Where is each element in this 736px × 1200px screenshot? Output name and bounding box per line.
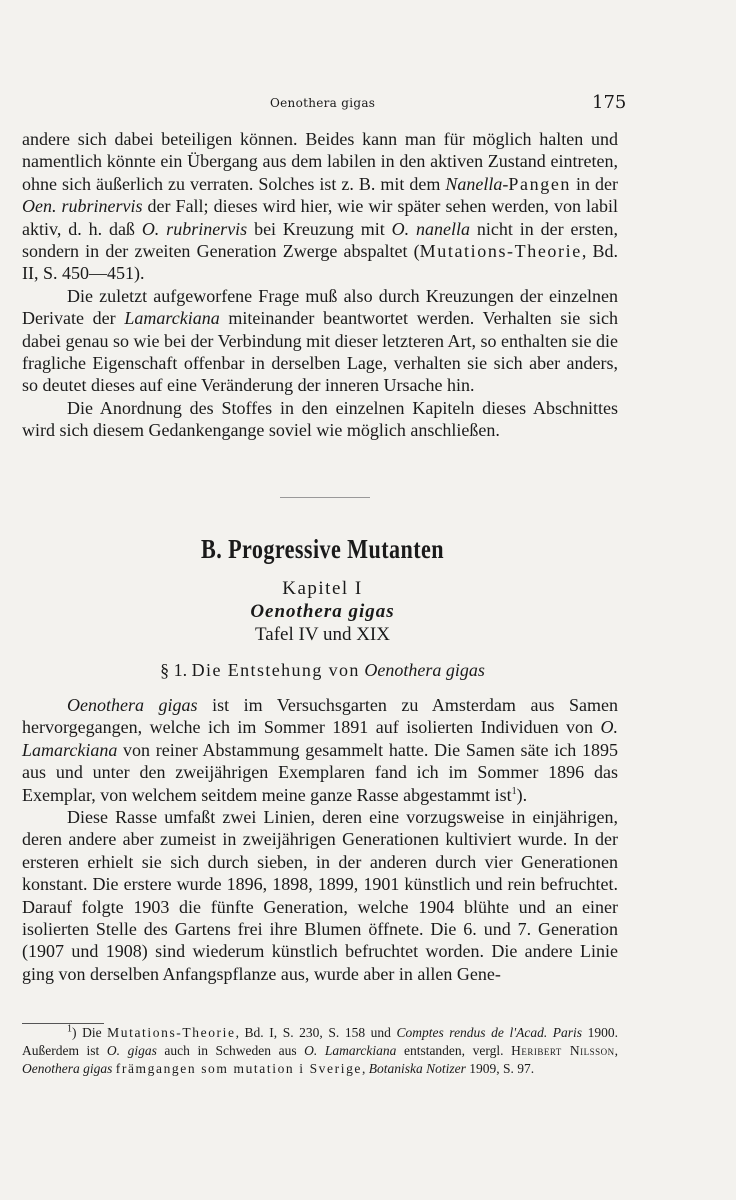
footnote-mark: 1 — [67, 1023, 72, 1035]
body-text-bottom — [22, 694, 618, 985]
section-title: B. Progressive Mutanten — [201, 534, 444, 564]
body-text-top — [22, 128, 618, 442]
chapter-plates: Tafel IV und XIX — [255, 624, 390, 645]
paragraph-heading: § 1. Die Entstehung von Oenothera gigas — [160, 660, 485, 680]
paragraph-4: Oenothera gigas ist im Versuchsgarten zu Amsterdam aus Samen hervorgegangen, welche ich im Sommer 1891 auf isolierten Individuen von O. Lamarckiana von reiner Abstammung gesammelt hatte. Die Samen säte ich 1895 aus und unter den zweijährigen Exemplaren fand ich im Sommer 1896 das Exemplar, von welchem seitdem meine ganze Rasse abgestammt ist$^1$). — [22, 695, 618, 805]
paragraph-3: Die Anordnung des Stoffes in den einzelnen Kapiteln dieses Abschnittes wird sich diesem Gedankengange soviel wie möglich anschließen. — [22, 397, 618, 441]
section-divider — [280, 497, 370, 498]
footnote: $^1$) Die Mutations-Theorie, Bd. I, S. 230, S. 158 und Comptes rendus de l'Acad. Paris 1900. Außerdem ist O. gigas auch in Schweden aus O. Lamarckiana entstanden, vergl. Heribert Nilsson, Oenothera gigas främgangen som mutation i Sverige, Botaniska Notizer 1909, S. 97. — [22, 1023, 618, 1076]
paragraph-1: andere sich dabei beteiligen können. Beides kann man für möglich halten und namentlich könnte ein Übergang aus dem labilen in den aktiven Zustand eintreten, ohne sich äußerlich zu verraten. Solches ist z. B. mit dem Nanella-Pangen in der Oen. rubrinervis der Fall; dieses wird hier, wie wir später sehen werden, von labil aktiv, d. h. daß O. rubrinervis bei Kreuzung mit O. nanella nicht in der ersten, sondern in der zweiten Generation Zwerge abspaltet (Mutations-Theorie, Bd. II, S. 450—451). — [22, 129, 619, 284]
paragraph-5: Diese Rasse umfaßt zwei Linien, deren eine vorzugsweise in einjährigen, deren andere aber zumeist in zweijährigen Generationen kultiviert wurde. In der ersteren erhielt sie sich durch sieben, in der anderen durch vier Generationen konstant. Die erstere wurde 1896, 1898, 1899, 1901 künstlich und rein befruchtet. Darauf folgte 1903 die fünfte Generation, welche 1904 blühte und an einer isolierten Stelle des Gartens frei ihre Blumen öffnete. Die 6. und 7. Generation (1907 und 1908) sind wiederum künstlich befruchtet worden. Die andere Linie ging von derselben Anfangspflanze aus, wurde aber in allen Gene- — [22, 807, 618, 984]
running-title: Oenothera gigas — [270, 96, 376, 110]
page-number: 175 — [592, 92, 627, 113]
footnote-ref[interactable]: 1 — [511, 785, 517, 797]
paragraph-2: Die zuletzt aufgeworfene Frage muß also durch Kreuzungen der einzelnen Derivate der Lamarckiana miteinander beantwortet werden. Verhalten sie sich dabei genau so wie bei der Verbindung mit dieser letzteren Art, so enthalten sie die fragliche Eigenschaft offenbar in derselben Lage, verhalten sie sich aber anders, so deutet dieses auf eine Veränderung der inneren Ursache hin. — [22, 285, 618, 396]
running-header — [0, 92, 736, 116]
chapter-label: Kapitel I — [282, 578, 363, 599]
chapter-name: Oenothera gigas — [250, 601, 395, 622]
